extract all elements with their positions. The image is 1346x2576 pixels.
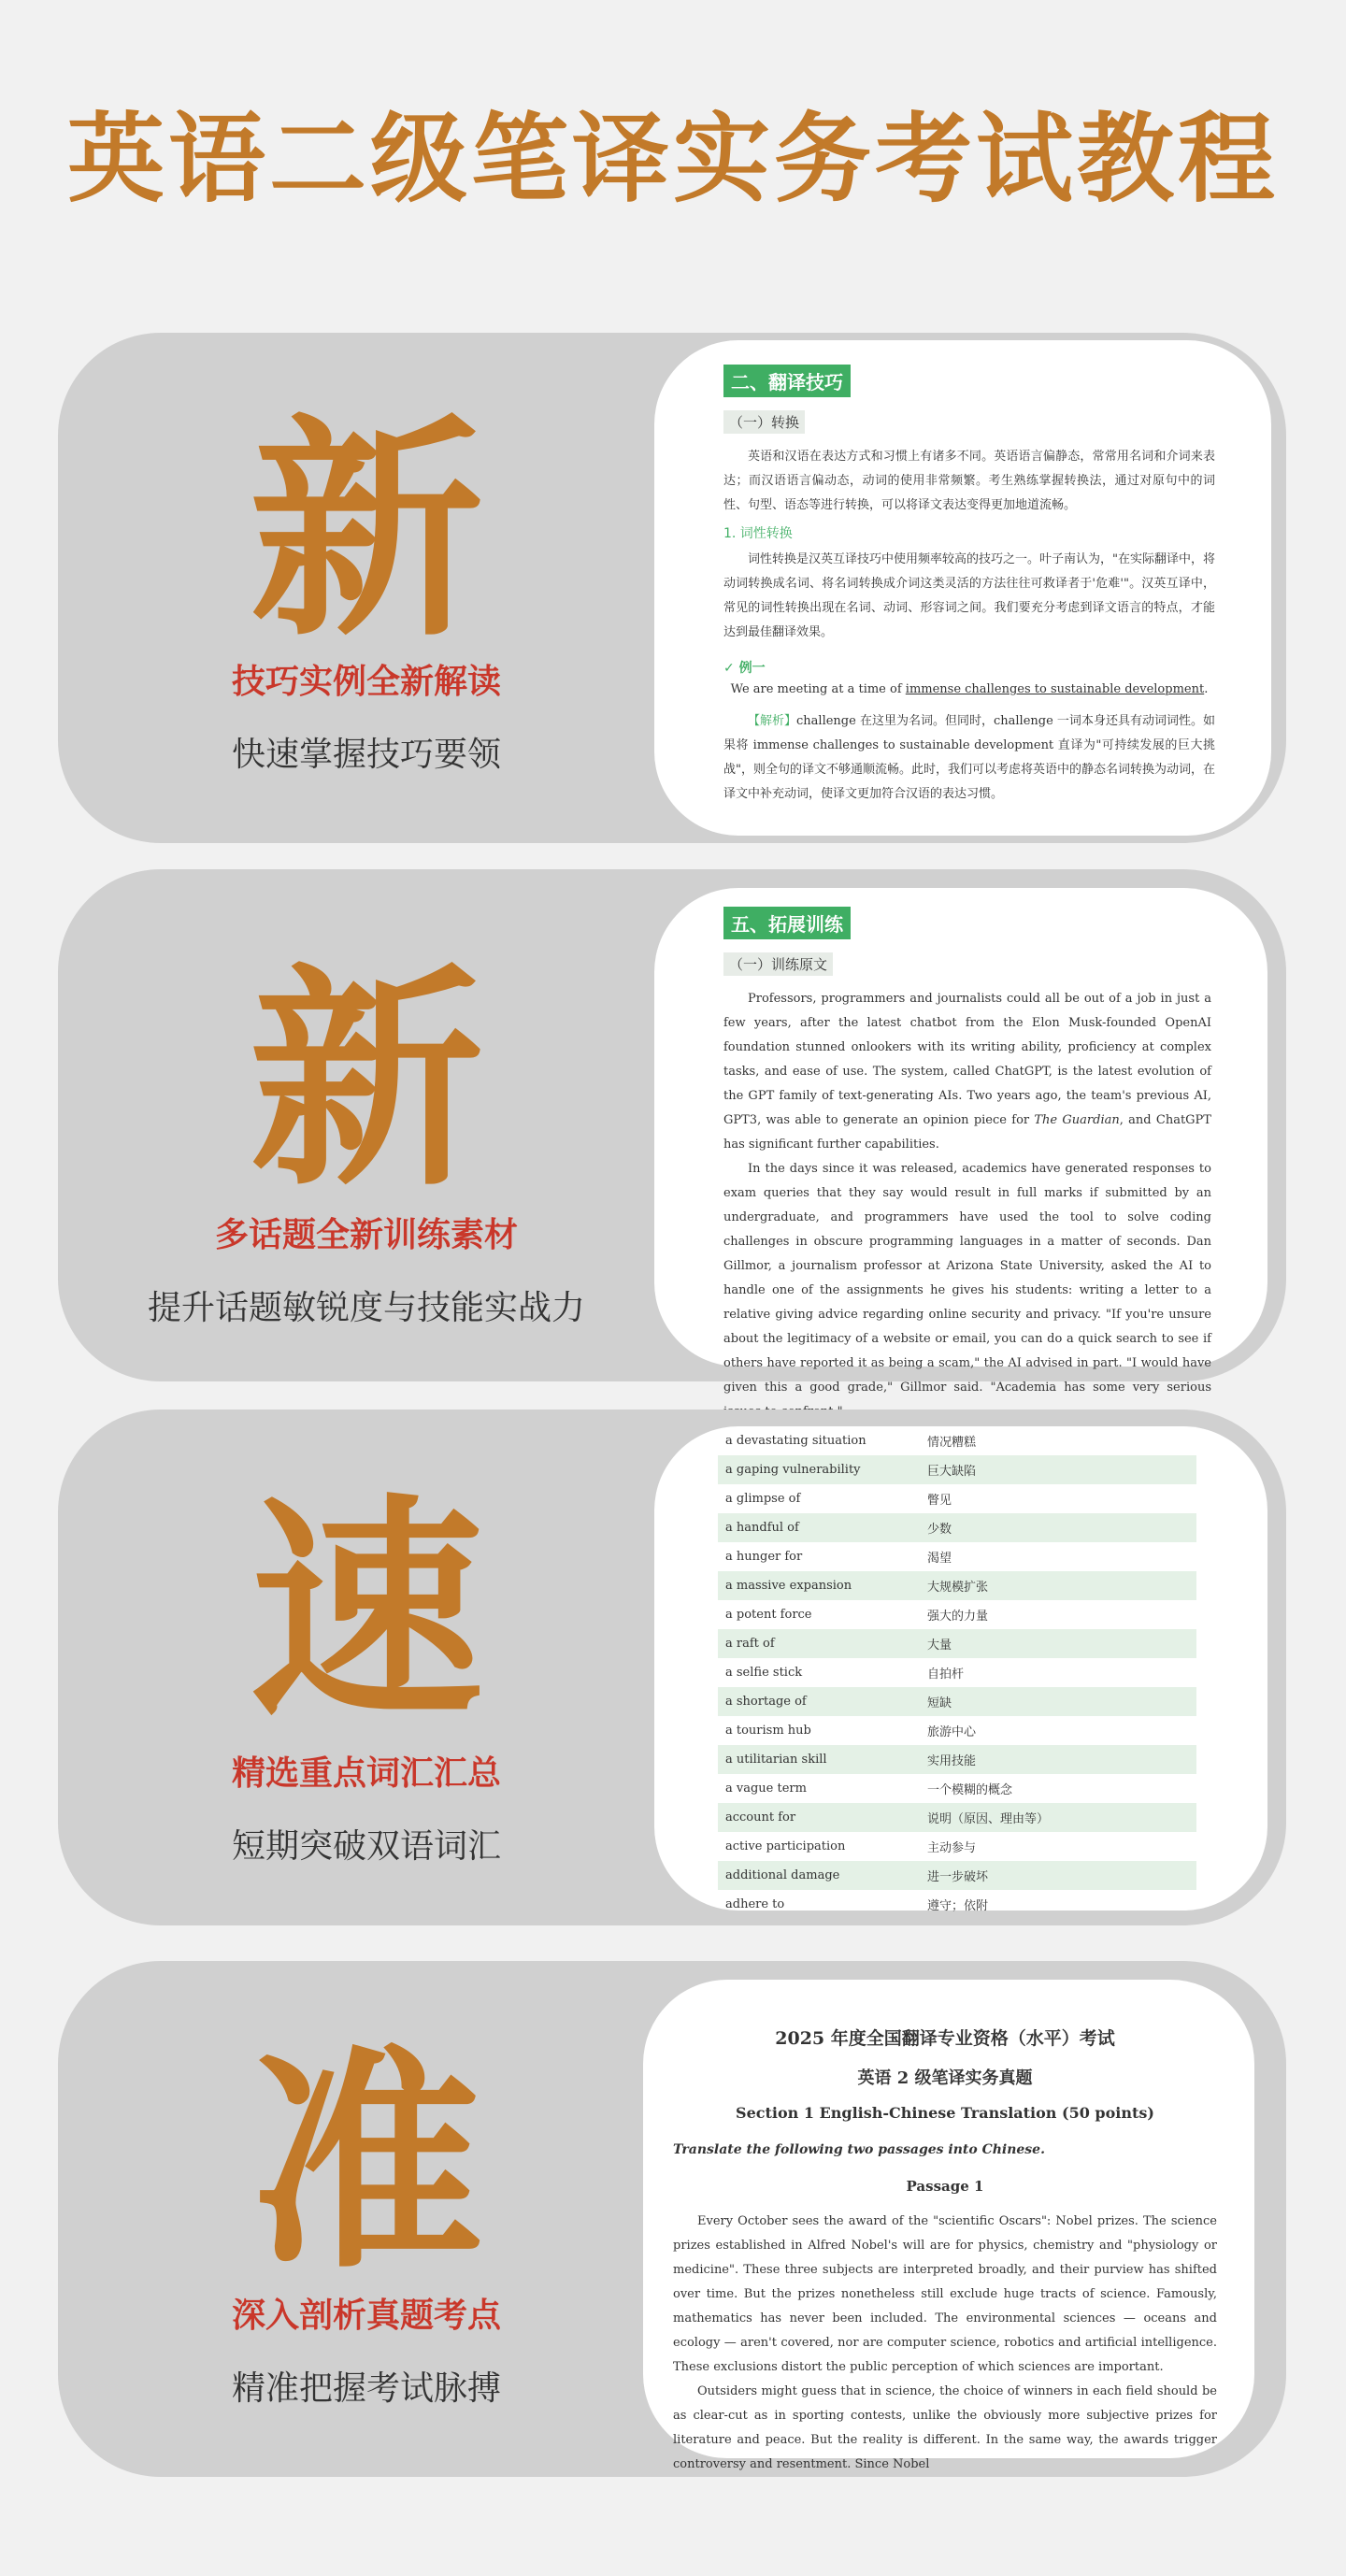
vocab-row [718,1658,1196,1687]
preview-1-point: 1. 词性转换 [723,526,793,541]
exam-subtitle: 英语 2 级笔译实务真题 [857,2068,1033,2088]
preview-1-analysis-label: 【解析】 [748,714,797,728]
card-3-sub: 短期突破双语词汇 [231,1827,501,1866]
vocab-zh: 巨大缺陷 [920,1455,1196,1484]
feature-card-1 [58,333,1286,843]
card-2-char: 新 [250,945,483,1217]
preview-2-para1: Professors, programmers and journalists could all be out of a job in just a few years, after the latest chatbot from the Elon Musk-founded OpenAI foundation stunned onlookers with its writing ability, proficiency at complex tasks, and ease of use. The system, called ChatGPT, is the latest evolution of the GPT family of text-generating AIs. Two years ago, the team's previous AI, GPT3, was able to generate an opinion piece for The Guardian, and ChatGPT has significant further capabilities. [723,992,1211,1152]
vocab-en: a tourism hub [725,1724,811,1738]
vocab-zh: 大量 [920,1629,1196,1658]
vocab-row [718,1890,1196,1919]
vocab-zh: 进一步破坏 [920,1861,1196,1890]
vocab-zh: 主动参与 [927,1841,977,1855]
vocab-en: a selfie stick [725,1666,803,1680]
preview-1-example: ✓ 例一 [723,661,766,676]
preview-1-heading: 二、翻译技巧 [723,365,851,397]
page-title: 英语二级笔译实务考试教程 [66,102,1279,216]
feature-card-3 [58,1410,1286,1925]
vocab-en: account for [718,1803,920,1832]
vocab-zh: 旅游中心 [927,1725,977,1739]
preview-1-para2: 词性转换是汉英互译技巧中使用频率较高的技巧之一。叶子南认为，"在实际翻译中，将动词转换成名词、将名词转换成介词这类灵活的方法往往可救译者于'危难'"。汉英互译中，常见的词性转换出现在名词、动词、形容词之间。我们要充分考虑到译文语言的特点，才能达到最佳翻译效果。 [723,552,1215,639]
vocab-zh: 强大的力量 [927,1610,989,1624]
vocab-zh: 自拍杆 [927,1667,965,1682]
vocab-zh: 情况糟糕 [927,1436,977,1450]
vocab-en: additional damage [718,1861,920,1890]
exam-title: 2025 年度全国翻译专业资格（水平）考试 [775,2028,1115,2049]
feature-card-2 [58,869,1286,1395]
card-3-left [58,1410,675,1925]
vocab-zh: 短缺 [920,1687,1196,1716]
vocab-zh: 大规模扩张 [920,1571,1196,1600]
vocab-row [718,1861,1196,1890]
vocab-en: a massive expansion [718,1571,920,1600]
card-4-feature: 深入剖析真题考点 [231,2297,501,2335]
vocab-row [718,1600,1196,1629]
vocab-zh: 遵守；依附 [927,1899,989,1913]
card-2-left [58,869,675,1381]
preview-2-heading: 五、拓展训练 [723,907,851,939]
vocab-row [718,1745,1196,1774]
vocab-zh: 实用技能 [920,1745,1196,1774]
card-1-preview [654,340,1271,836]
vocab-row [718,1687,1196,1716]
exam-instruction: Translate the following two passages into Chinese. [673,2142,1045,2157]
preview-1-sentence: We are meeting at a time of immense challenges to sustainable development. [730,682,1209,696]
vocab-en: a raft of [718,1629,920,1658]
vocab-en: a vague term [725,1782,807,1796]
card-4-sub: 精准把握考试脉搏 [231,2369,501,2408]
vocab-zh: 少数 [920,1513,1196,1542]
preview-2-subheading: （一）训练原文 [723,952,833,976]
card-3-char: 速 [250,1476,483,1748]
vocab-row [718,1629,1196,1658]
vocab-en: a handful of [718,1513,920,1542]
preview-1-subheading: （一）转换 [723,410,805,434]
vocab-en: a shortage of [718,1687,920,1716]
card-1-left [58,333,675,843]
vocab-row [718,1571,1196,1600]
exam-section: Section 1 English-Chinese Translation (50 points) [736,2104,1154,2122]
vocab-en: a potent force [725,1608,812,1622]
vocab-zh: 渴望 [927,1552,952,1566]
preview-2-para1-em: The Guardian [1034,1113,1120,1127]
vocab-en: a devastating situation [725,1434,866,1448]
exam-para1: Every October sees the award of the "scientific Oscars": Nobel prizes. The science prizes established in Alfred Nobel's will are for physics, chemistry and "physiology or medicine". These three subjects are interpreted broadly, and their purview has shifted over time. But the prizes nonetheless still exclude huge tracts of science. Famously, mathematics has never been included. The environmental sciences — oceans and ecology — aren't covered, nor are computer science, robotics and artificial intelligence. These exclusions distort the public perception of which sciences are important. [673,2214,1217,2374]
vocab-en: a glimpse of [725,1492,801,1506]
vocab-en: a hunger for [725,1550,803,1564]
vocab-zh: 一个模糊的概念 [927,1783,1013,1797]
card-2-feature: 多话题全新训练素材 [214,1216,518,1254]
preview-1-example-label: 例一 [738,661,766,676]
vocab-row [718,1513,1196,1542]
card-1-feature: 技巧实例全新解读 [231,663,501,701]
vocab-row [718,1716,1196,1745]
card-1-sub: 快速掌握技巧要领 [231,736,501,774]
vocab-en: active participation [725,1839,846,1853]
feature-card-4 [58,1961,1286,2477]
card-4-char: 准 [250,2027,483,2299]
card-4-preview [643,1980,1254,2471]
vocab-table [718,1426,1196,1919]
vocab-row [718,1542,1196,1571]
card-1-char: 新 [250,395,483,667]
card-3-feature: 精选重点词汇汇总 [231,1754,501,1793]
vocab-row [718,1774,1196,1803]
vocab-zh: 瞥见 [927,1494,952,1508]
preview-1-analysis: 【解析】challenge 在这里为名词。但同时，challenge 一词本身还具有动词词性。如果将 immense challenges to sustainable development 直译为"可持续发展的巨大挑战"，则全句的译文不够通顺流畅。此时，我们可以考虑将英语中的静态名词转换为动词，在译文中补充动词，使译文更加符合汉语的表达习惯。 [723,714,1215,801]
card-2-sub: 提升话题敏锐度与技能实战力 [147,1289,585,1327]
vocab-en: a gaping vulnerability [718,1455,920,1484]
exam-passage-title: Passage 1 [906,2178,984,2195]
vocab-row [718,1803,1196,1832]
vocab-row [718,1484,1196,1513]
preview-2-para2: In the days since it was released, academics have generated responses to exam queries that they say would result in full marks if submitted by an undergraduate, and programmers have used the tool to solve coding challenges in obscure programming languages in a matter of seconds. Dan Gillmor, a journalism professor at Arizona State University, asked the AI to handle one of the assignments he gives his students: writing a letter to a relative giving advice regarding online security and privacy. "If you're unsure about the legitimacy of a website or email, you can do a quick search to see if others have reported it as being a scam," the AI advised in part. "I would have given this a good grade," Gillmor said. "Academia has some very serious [723,1162,1211,1395]
card-4-left [58,1961,675,2477]
vocab-row [718,1426,1196,1455]
vocab-row [718,1832,1196,1861]
card-2-preview [654,888,1267,1395]
vocab-row [718,1455,1196,1484]
vocab-zh: 说明（原因、理由等） [920,1803,1196,1832]
preview-1-sentence-underline: immense challenges to sustainable development [905,682,1205,696]
exam-para2: Outsiders might guess that in science, the choice of winners in each field should be as clear-cut as in sporting contests, unlike the obviously more subjective prizes for literature and peace. But the reality is different. In the same way, the awards trigger controversy and resentment. Since Nobel [673,2384,1217,2471]
vocab-en: a utilitarian skill [718,1745,920,1774]
preview-1-para1: 英语和汉语在表达方式和习惯上有诸多不同。英语语言偏静态，常常用名词和介词来表达；而汉语语言偏动态，动词的使用非常频繁。考生熟练掌握转换法，通过对原句中的词性、句型、语态等进行转换，可以将译文表达变得更加地道流畅。 [723,450,1215,512]
card-3-preview [654,1426,1267,1911]
vocab-en: adhere to [725,1897,785,1911]
